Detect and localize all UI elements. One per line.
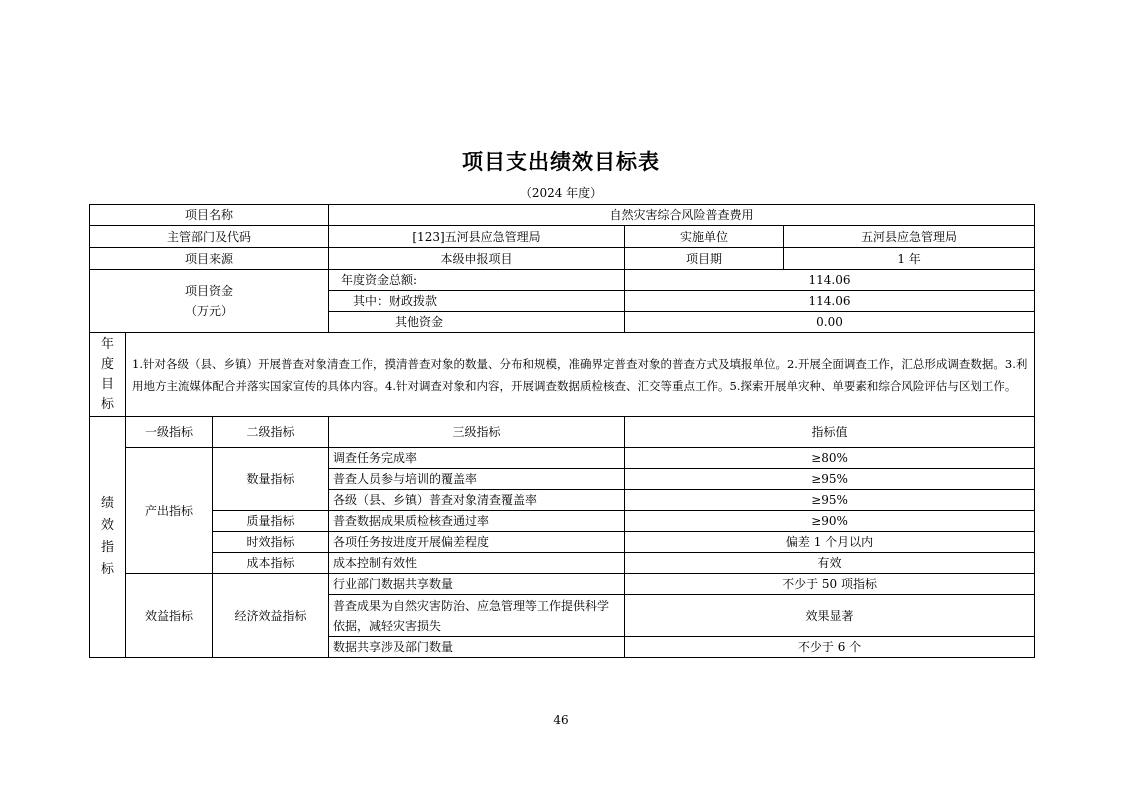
indicator-name: 调查任务完成率 xyxy=(329,448,625,469)
project-name-label: 项目名称 xyxy=(90,205,329,226)
period-label: 项目期 xyxy=(625,248,784,270)
indicator-value: 有效 xyxy=(625,553,1035,574)
table-row xyxy=(90,248,1035,270)
page-number: 46 xyxy=(553,713,569,727)
label-char: 标 xyxy=(100,396,114,412)
funds-fiscal-label: 其中：财政拨款 xyxy=(329,291,625,312)
quantity-indicators-label: 数量指标 xyxy=(213,448,329,511)
benefit-indicators-label: 效益指标 xyxy=(126,574,213,658)
indicator-value: ≥95% xyxy=(625,469,1035,490)
table-row xyxy=(90,205,1035,226)
cost-indicators-label: 成本指标 xyxy=(213,553,329,574)
indicator-name: 各项任务按进度开展偏差程度 xyxy=(329,532,625,553)
timeliness-indicators-label: 时效指标 xyxy=(213,532,329,553)
indicator-name: 成本控制有效性 xyxy=(329,553,625,574)
label-char: 年 xyxy=(100,336,114,352)
indicator-value: 效果显著 xyxy=(625,595,1035,637)
economic-benefit-label: 经济效益指标 xyxy=(213,574,329,658)
page-title: 项目支出绩效目标表 xyxy=(462,150,660,174)
funds-other-label: 其他资金 xyxy=(329,312,625,333)
quality-indicators-label: 质量指标 xyxy=(213,511,329,532)
table-row xyxy=(90,574,1035,595)
indicator-name: 普查成果为自然灾害防治、应急管理等工作提供科学依据，减轻灾害损失 xyxy=(329,595,625,637)
indicator-name: 普查数据成果质检核查通过率 xyxy=(329,511,625,532)
output-indicators-label: 产出指标 xyxy=(126,448,213,574)
indicator-name: 各级（县、乡镇）普查对象清查覆盖率 xyxy=(329,490,625,511)
perf-indicators-label xyxy=(90,417,126,658)
header-level3: 三级指标 xyxy=(329,417,625,448)
table-row xyxy=(90,226,1035,248)
funds-label-line1: 项目资金 xyxy=(185,284,234,298)
indicator-value: 不少于 6 个 xyxy=(625,637,1035,658)
table-row xyxy=(90,270,1035,291)
indicator-name: 行业部门数据共享数量 xyxy=(329,574,625,595)
label-char: 目 xyxy=(100,376,114,392)
funds-label-line2: （万元） xyxy=(185,304,234,318)
header-level1: 一级指标 xyxy=(126,417,213,448)
indicator-name: 数据共享涉及部门数量 xyxy=(329,637,625,658)
indicator-value: ≥90% xyxy=(625,511,1035,532)
year-subtitle: （2024 年度） xyxy=(519,186,603,200)
dept-label: 主管部门及代码 xyxy=(90,226,329,248)
annual-goal-text: 1.针对各级（县、乡镇）开展普查对象清查工作，摸清普查对象的数量、分布和规模，准确界定普查对象的普查方式及填报单位。2.开展全面调查工作，汇总形成调查数据。3.利用地方主流媒体配合并落实国家宣传的具体内容。4.针对调查对象和内容，开展调查数据质检核查、汇交等重点工作。5.探索开展单灾种、单要素和综合风险评估与区划工作。 xyxy=(126,333,1035,417)
funds-label xyxy=(90,270,329,333)
table-row xyxy=(90,511,1035,532)
table-row xyxy=(90,417,1035,448)
impl-unit-label: 实施单位 xyxy=(625,226,784,248)
indicator-value: ≥80% xyxy=(625,448,1035,469)
label-char: 标 xyxy=(100,562,114,577)
table-row xyxy=(90,448,1035,469)
funds-total-label: 年度资金总额: xyxy=(329,270,625,291)
funds-fiscal-value: 114.06 xyxy=(625,291,1035,312)
indicator-value: ≥95% xyxy=(625,490,1035,511)
annual-goal-label xyxy=(90,333,126,417)
label-char: 指 xyxy=(100,540,114,555)
header-level2: 二级指标 xyxy=(213,417,329,448)
impl-unit-value: 五河县应急管理局 xyxy=(784,226,1035,248)
header-value: 指标值 xyxy=(625,417,1035,448)
performance-table xyxy=(89,204,1035,658)
period-value: 1 年 xyxy=(784,248,1035,270)
table-row xyxy=(90,532,1035,553)
indicator-value: 不少于 50 项指标 xyxy=(625,574,1035,595)
indicator-value: 偏差 1 个月以内 xyxy=(625,532,1035,553)
table-row xyxy=(90,553,1035,574)
project-name-value: 自然灾害综合风险普查费用 xyxy=(329,205,1035,226)
label-char: 度 xyxy=(100,356,114,372)
funds-other-value: 0.00 xyxy=(625,312,1035,333)
indicator-name: 普查人员参与培训的覆盖率 xyxy=(329,469,625,490)
label-char: 效 xyxy=(100,518,114,533)
source-value: 本级申报项目 xyxy=(329,248,625,270)
funds-total-value: 114.06 xyxy=(625,270,1035,291)
label-char: 绩 xyxy=(100,496,114,511)
source-label: 项目来源 xyxy=(90,248,329,270)
table-row xyxy=(90,333,1035,417)
dept-value: [123]五河县应急管理局 xyxy=(329,226,625,248)
